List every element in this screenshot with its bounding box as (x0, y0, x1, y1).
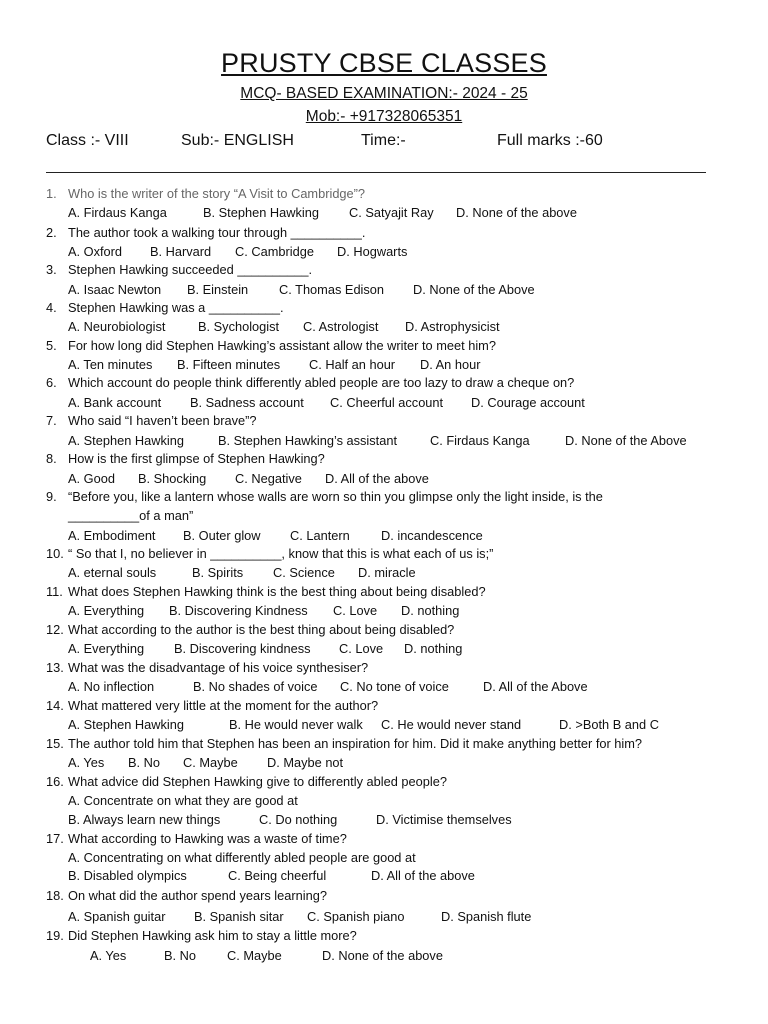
option: C. Thomas Edison (279, 282, 385, 297)
class-label: Class :- VIII (46, 132, 129, 149)
option: C. Cheerful account (330, 395, 444, 410)
question-2: 2. The author took a walking tour through __________. (46, 225, 366, 240)
option: B. Fifteen minutes (177, 357, 281, 372)
option: B. Outer glow (183, 528, 261, 543)
option: C. Being cheerful (228, 868, 327, 883)
option: C. Love (333, 603, 378, 618)
option: C. Lantern (290, 528, 350, 543)
question-8-options (68, 471, 728, 489)
option: D. Astrophysicist (405, 319, 500, 334)
question-17-options (68, 868, 728, 886)
option: A. eternal souls (68, 565, 157, 580)
option: B. He would never walk (229, 717, 363, 732)
question-14: 14. What mattered very little at the moment for the author? (46, 698, 379, 713)
option: A. Isaac Newton (68, 282, 162, 297)
option: A. Yes (90, 948, 127, 963)
option: C. Science (273, 565, 335, 580)
option: D. An hour (420, 357, 481, 372)
option: C. He would never stand (381, 717, 522, 732)
option: A. Yes (68, 755, 105, 770)
option: B. No (164, 948, 197, 963)
option: B. Disabled olympics (68, 868, 187, 883)
option: A. Everything (68, 603, 145, 618)
question-13: 13. What was the disadvantage of his voice synthesiser? (46, 660, 369, 675)
option: D. Spanish flute (441, 909, 532, 924)
question-13-options (68, 679, 728, 697)
option: C. Maybe (183, 755, 238, 770)
option: B. Discovering Kindness (169, 603, 308, 618)
exam-info-row (46, 132, 726, 154)
option: B. Spirits (192, 565, 244, 580)
mobile-number: Mob:- +917328065351 (305, 108, 463, 125)
question-5-options (68, 357, 728, 375)
question-9: 9. “Before you, like a lantern whose walls are worn so thin you glimpse only the light inside, is the (46, 489, 603, 504)
option: D. None of the Above (413, 282, 535, 297)
option: D. None of the above (322, 948, 443, 963)
question-7: 7. Who said “I haven’t been brave”? (46, 413, 257, 428)
question-18: 18. On what did the author spend years learning? (46, 888, 327, 903)
option: C. Firdaus Kanga (430, 433, 530, 448)
option: A. Oxford (68, 244, 123, 259)
option: D. All of the above (325, 471, 429, 486)
question-1-options (68, 205, 728, 223)
question-6: 6. Which account do people think differently abled people are too lazy to draw a cheque on? (46, 375, 575, 390)
option: B. Discovering kindness (174, 641, 311, 656)
option: C. Half an hour (309, 357, 396, 372)
option: D. Hogwarts (337, 244, 408, 259)
option: C. Spanish piano (307, 909, 405, 924)
question-12: 12. What according to the author is the best thing about being disabled? (46, 622, 455, 637)
question-11-options (68, 603, 728, 621)
option: C. Love (339, 641, 384, 656)
option: B. No (128, 755, 161, 770)
option: B. Stephen Hawking’s assistant (218, 433, 398, 448)
question-3: 3. Stephen Hawking succeeded __________. (46, 262, 313, 277)
question-10-options (68, 565, 728, 583)
option: D. >Both B and C (559, 717, 659, 732)
option: C. Astrologist (303, 319, 379, 334)
question-19: 19. Did Stephen Hawking ask him to stay a little more? (46, 928, 357, 943)
option: A. Stephen Hawking (68, 717, 184, 732)
question-4: 4. Stephen Hawking was a __________. (46, 300, 284, 315)
option: B. Stephen Hawking (203, 205, 319, 220)
question-16: 16. What advice did Stephen Hawking give to differently abled people? (46, 774, 447, 789)
institute-title: PRUSTY CBSE CLASSES (221, 48, 547, 78)
option: D. nothing (404, 641, 463, 656)
question-17-option-a: A. Concentrating on what differently abled people are good at (68, 850, 416, 865)
option: A. Firdaus Kanga (68, 205, 167, 220)
option: A. Stephen Hawking (68, 433, 184, 448)
option: C. Satyajit Ray (349, 205, 434, 220)
subject-label: Sub:- ENGLISH (181, 132, 294, 149)
option: B. Shocking (138, 471, 207, 486)
option: B. No shades of voice (193, 679, 318, 694)
question-1: 1. Who is the writer of the story “A Visit to Cambridge”? (46, 186, 366, 201)
question-6-options (68, 395, 728, 413)
full-marks-label: Full marks :-60 (497, 132, 603, 149)
question-19-options (90, 948, 750, 966)
question-8: 8. How is the first glimpse of Stephen Hawking? (46, 451, 325, 466)
option: C. Negative (235, 471, 302, 486)
question-9-options (68, 528, 728, 546)
option: C. Cambridge (235, 244, 314, 259)
option: A. Ten minutes (68, 357, 153, 372)
option: C. No tone of voice (340, 679, 449, 694)
question-9-continuation: __________of a man” (68, 508, 194, 523)
question-7-options (68, 433, 728, 451)
option: B. Spanish sitar (194, 909, 284, 924)
option: D. None of the Above (565, 433, 687, 448)
time-label: Time:- (361, 132, 406, 149)
question-2-options (68, 244, 728, 262)
option: A. Everything (68, 641, 145, 656)
option: A. Spanish guitar (68, 909, 166, 924)
option: D. Victimise themselves (376, 812, 512, 827)
option: B. Sadness account (190, 395, 304, 410)
option: D. None of the above (456, 205, 577, 220)
option: A. Bank account (68, 395, 162, 410)
question-16-option-a: A. Concentrate on what they are good at (68, 793, 298, 808)
option: B. Always learn new things (68, 812, 221, 827)
option: A. Neurobiologist (68, 319, 166, 334)
option: D. Courage account (471, 395, 585, 410)
option: D. nothing (401, 603, 460, 618)
question-14-options (68, 717, 728, 735)
option: B. Harvard (150, 244, 212, 259)
option: D. incandescence (381, 528, 483, 543)
question-10: 10. “ So that I, no believer in __________, know that this is what each of us is;” (46, 546, 494, 561)
option: A. Embodiment (68, 528, 156, 543)
option: A. No inflection (68, 679, 155, 694)
exam-subtitle: MCQ- BASED EXAMINATION:- 2024 - 25 (240, 85, 528, 102)
option: C. Do nothing (259, 812, 338, 827)
question-15: 15. The author told him that Stephen has been an inspiration for him. Did it make anything better for him? (46, 736, 643, 751)
option: B. Sychologist (198, 319, 280, 334)
question-16-options (68, 812, 728, 830)
question-11: 11. What does Stephen Hawking think is the best thing about being disabled? (46, 584, 486, 599)
option: D. All of the Above (483, 679, 588, 694)
option: D. Maybe not (267, 755, 344, 770)
question-18-options (68, 909, 728, 927)
header-divider (46, 172, 706, 173)
option: C. Maybe (227, 948, 282, 963)
question-17: 17. What according to Hawking was a waste of time? (46, 831, 347, 846)
option: D. All of the above (371, 868, 475, 883)
option: A. Good (68, 471, 115, 486)
option: D. miracle (358, 565, 416, 580)
question-15-options (68, 755, 728, 773)
question-3-options (68, 282, 728, 300)
question-5: 5. For how long did Stephen Hawking’s assistant allow the writer to meet him? (46, 338, 496, 353)
question-12-options (68, 641, 728, 659)
option: B. Einstein (187, 282, 249, 297)
question-4-options (68, 319, 728, 337)
